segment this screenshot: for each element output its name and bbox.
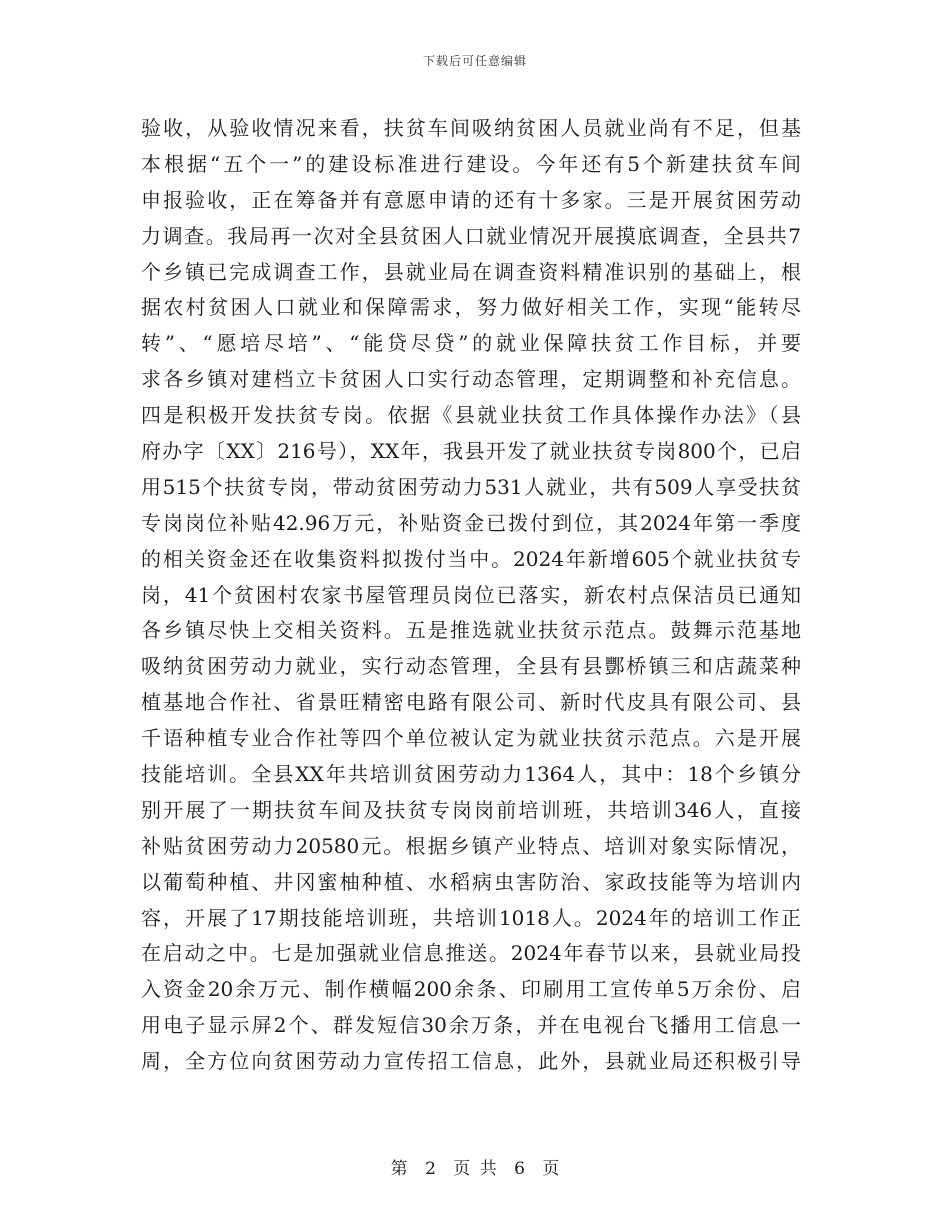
body-line-25: 入资金20余万元、制作横幅200余条、印刷用工宣传单5万余份、启 [141,977,801,1002]
body-line-9: 四是积极开发扶贫专岗。依据《县就业扶贫工作具体操作办法》（县 [141,403,801,428]
body-line-6: 据农村贫困人口就业和保障需求，努力做好相关工作，实现“能转尽 [141,295,801,320]
body-line-2: 本根据“五个一”的建设标准进行建设。今年还有5个新建扶贫车间 [141,151,801,176]
body-line-11: 用515个扶贫专岗，带动贫困劳动力531人就业，共有509人享受扶贫 [141,474,801,499]
body-line-1: 验收，从验收情况来看，扶贫车间吸纳贫困人员就业尚有不足，但基 [141,116,801,140]
footer-suffix: 页 [542,1159,560,1179]
body-line-7: 转”、“愿培尽培”、“能贷尽贷”的就业保障扶贫工作目标，并要 [141,331,801,356]
body-line-21: 补贴贫困劳动力20580元。根据乡镇产业特点、培训对象实际情况， [141,833,801,858]
body-line-17: 植基地合作社、省景旺精密电路有限公司、新时代皮具有限公司、县 [141,690,801,715]
page-footer [0,1154,950,1179]
body-text [141,111,801,1080]
footer-prefix: 第 [390,1159,408,1179]
footer-total-pages: 6 [514,1159,525,1179]
body-line-14: 岗，41个贫困村农家书屋管理员岗位已落实，新农村点保洁员已通知 [141,582,801,607]
body-line-12: 专岗岗位补贴42.96万元，补贴资金已拨付到位，其2024年第一季度 [141,510,801,535]
body-line-4: 力调查。我局再一次对全县贫困人口就业情况开展摸底调查，全县共7 [141,223,801,248]
body-line-26: 用电子显示屏2个、群发短信30余万条，并在电视台飞播用工信息一 [141,1013,801,1038]
body-line-19: 技能培训。全县XX年共培训贫困劳动力1364人，其中：18个乡镇分 [141,762,801,787]
footer-page-number: 2 [425,1159,436,1179]
body-line-24: 在启动之中。七是加强就业信息推送。2024年春节以来，县就业局投 [141,941,801,966]
body-line-27: 周，全方位向贫困劳动力宣传招工信息，此外，县就业局还积极引导 [141,1049,801,1074]
body-line-3: 申报验收，正在筹备并有意愿申请的还有十多家。三是开展贫困劳动 [141,187,801,212]
body-line-16: 吸纳贫困劳动力就业，实行动态管理，全县有县酆桥镇三和店蔬菜种 [141,654,801,679]
footer-middle: 页 共 [453,1159,497,1179]
body-line-5: 个乡镇已完成调查工作，县就业局在调查资料精准识别的基础上，根 [141,259,801,284]
body-line-20: 别开展了一期扶贫车间及扶贫专岗岗前培训班，共培训346人，直接 [141,797,801,822]
body-line-22: 以葡萄种植、井冈蜜柚种植、水稻病虫害防治、家政技能等为培训内 [141,869,801,894]
body-line-13: 的相关资金还在收集资料拟拨付当中。2024年新增605个就业扶贫专 [141,546,801,571]
body-line-18: 千语种植专业合作社等四个单位被认定为就业扶贫示范点。六是开展 [141,726,801,751]
body-line-8: 求各乡镇对建档立卡贫困人口实行动态管理，定期调整和补充信息。 [141,367,801,392]
body-line-10: 府办字〔XX〕216号），XX年，我县开发了就业扶贫专岗800个，已启 [141,439,801,464]
page-header: 下载后可任意编辑 [422,54,527,68]
body-line-23: 容，开展了17期技能培训班，共培训1018人。2024年的培训工作正 [141,905,801,930]
body-line-15: 各乡镇尽快上交相关资料。五是推选就业扶贫示范点。鼓舞示范基地 [141,618,801,643]
